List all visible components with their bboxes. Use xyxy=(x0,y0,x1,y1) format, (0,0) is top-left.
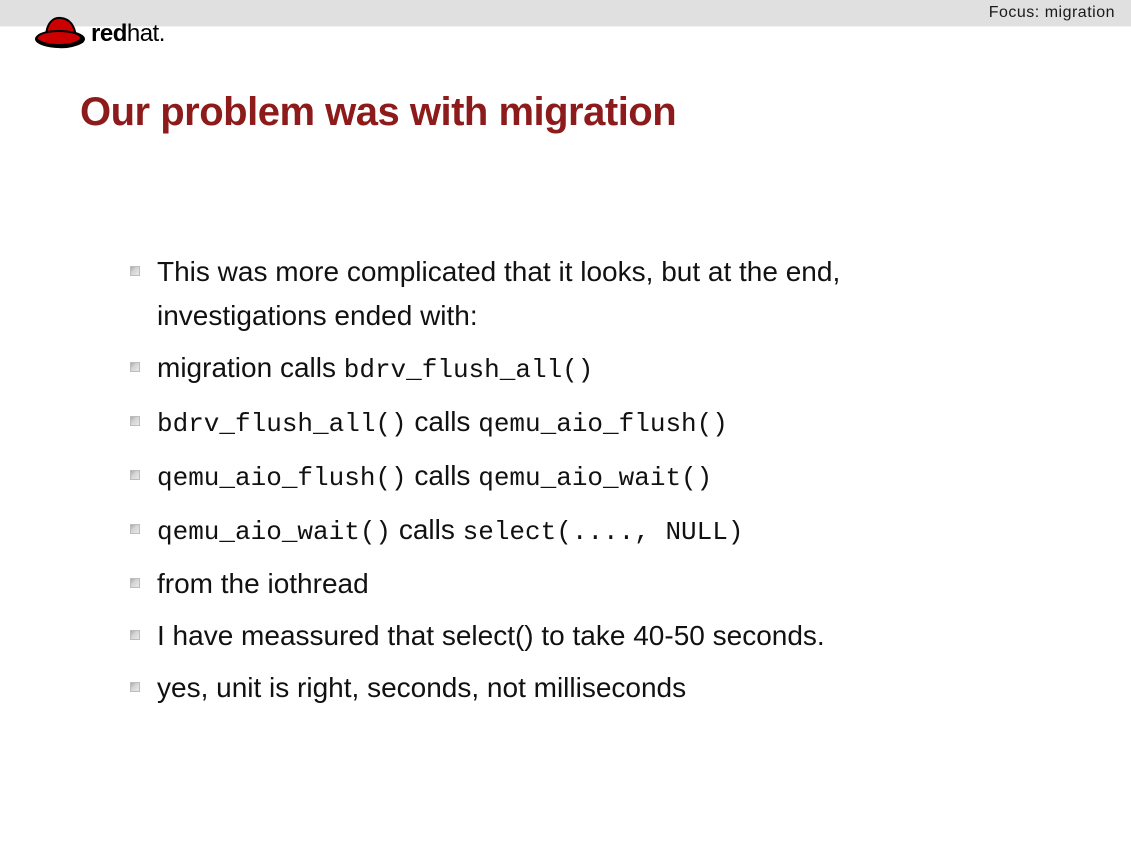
list-item xyxy=(130,454,967,500)
list-item xyxy=(130,562,967,606)
focus-label: Focus: migration xyxy=(988,4,1115,21)
text-segment: yes, unit is right, seconds, not milliseconds xyxy=(157,672,687,703)
bullet-square-icon xyxy=(130,362,140,372)
bullet-text xyxy=(157,568,369,599)
bullet-text xyxy=(157,672,686,703)
bullet-text xyxy=(157,256,848,331)
wordmark-hat: hat. xyxy=(126,20,165,47)
bullet-square-icon xyxy=(130,578,140,588)
bullet-square-icon xyxy=(130,682,140,692)
bullet-text xyxy=(157,620,825,651)
list-item xyxy=(130,508,967,554)
wordmark-red: red xyxy=(91,20,127,47)
code-segment: qemu_aio_flush() xyxy=(157,463,407,493)
bullet-text xyxy=(157,460,712,491)
code-segment: select(...., NULL) xyxy=(462,517,744,547)
list-item xyxy=(130,250,967,338)
redhat-fedora-icon xyxy=(33,12,87,52)
slide-title: Our problem was with migration xyxy=(80,90,677,134)
bullet-text xyxy=(157,514,743,545)
header-band xyxy=(0,0,1131,27)
text-segment: migration calls xyxy=(157,352,344,383)
redhat-wordmark xyxy=(91,22,165,46)
list-item xyxy=(130,614,967,658)
bullet-list xyxy=(130,250,990,718)
bullet-square-icon xyxy=(130,416,140,426)
bullet-text xyxy=(157,352,593,383)
bullet-text xyxy=(157,406,728,437)
text-segment: This was more complicated that it looks, but at the end, investigations ended with: xyxy=(157,256,849,331)
list-item xyxy=(130,400,967,446)
text-segment: calls xyxy=(406,406,479,437)
text-segment: I have meassured that select() to take 40-50 seconds. xyxy=(157,620,825,651)
text-segment: calls xyxy=(406,460,479,491)
list-item xyxy=(130,346,967,392)
code-segment: bdrv_flush_all() xyxy=(343,355,594,385)
bullet-square-icon xyxy=(130,266,140,276)
code-segment: qemu_aio_wait() xyxy=(157,517,392,547)
text-segment: from the iothread xyxy=(157,568,369,599)
list-item xyxy=(130,666,967,710)
redhat-logo xyxy=(33,12,165,52)
code-segment: qemu_aio_flush() xyxy=(478,409,728,439)
bullet-square-icon xyxy=(130,524,140,534)
bullet-square-icon xyxy=(130,470,140,480)
text-segment: calls xyxy=(391,514,463,545)
code-segment: bdrv_flush_all() xyxy=(157,409,407,439)
bullet-square-icon xyxy=(130,630,140,640)
code-segment: qemu_aio_wait() xyxy=(478,463,713,493)
